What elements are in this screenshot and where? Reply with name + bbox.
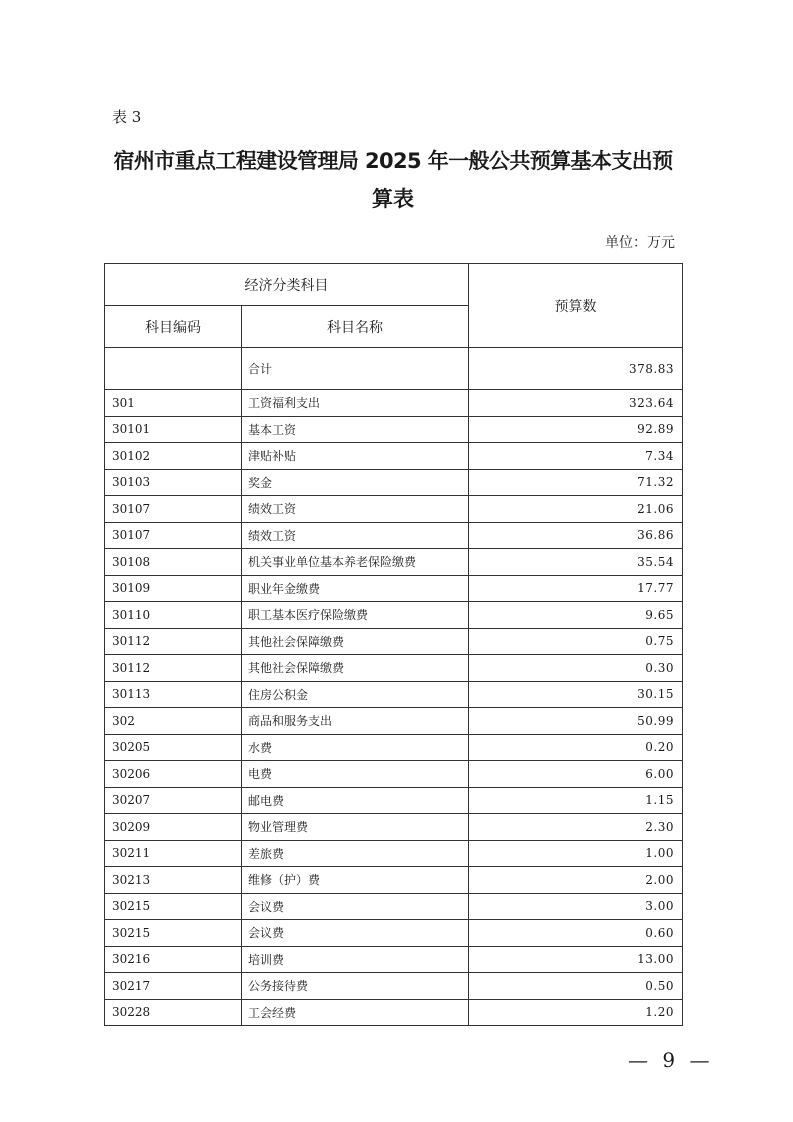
table-row	[105, 734, 683, 761]
row-value: 35.54	[469, 549, 683, 576]
table-row	[105, 655, 683, 682]
row-value: 2.30	[469, 814, 683, 841]
row-code: 30107	[105, 496, 242, 523]
row-name: 维修（护）费	[242, 867, 469, 894]
table-row	[105, 787, 683, 814]
header-econ-category: 经济分类科目	[105, 264, 469, 306]
row-name: 商品和服务支出	[242, 708, 469, 735]
budget-table	[104, 263, 683, 1026]
row-name: 会议费	[242, 920, 469, 947]
row-value: 30.15	[469, 681, 683, 708]
row-name: 工会经费	[242, 999, 469, 1026]
table-row	[105, 840, 683, 867]
page-number: — 9 —	[628, 1048, 714, 1072]
row-code: 30206	[105, 761, 242, 788]
table-row	[105, 390, 683, 417]
header-budget: 预算数	[469, 264, 683, 348]
table-row	[105, 681, 683, 708]
table-row	[105, 893, 683, 920]
row-value: 0.75	[469, 628, 683, 655]
row-code: 30228	[105, 999, 242, 1026]
row-value: 71.32	[469, 469, 683, 496]
table-row	[105, 549, 683, 576]
table-row	[105, 496, 683, 523]
row-code: 30215	[105, 920, 242, 947]
row-code: 30113	[105, 681, 242, 708]
row-code: 30211	[105, 840, 242, 867]
table-row	[105, 522, 683, 549]
table-row	[105, 416, 683, 443]
row-value: 1.20	[469, 999, 683, 1026]
row-code: 30215	[105, 893, 242, 920]
row-code: 30102	[105, 443, 242, 470]
row-value: 36.86	[469, 522, 683, 549]
row-value: 1.15	[469, 787, 683, 814]
row-code: 302	[105, 708, 242, 735]
row-name: 绩效工资	[242, 496, 469, 523]
table-label: 表 3	[112, 108, 142, 126]
page-title	[104, 142, 682, 218]
total-name: 合计	[242, 348, 469, 390]
row-code: 30213	[105, 867, 242, 894]
unit-label: 单位：万元	[605, 235, 675, 251]
row-name: 绩效工资	[242, 522, 469, 549]
row-name: 其他社会保障缴费	[242, 628, 469, 655]
header-code: 科目编码	[105, 306, 242, 348]
row-code: 30108	[105, 549, 242, 576]
row-code: 30101	[105, 416, 242, 443]
total-value: 378.83	[469, 348, 683, 390]
row-value: 6.00	[469, 761, 683, 788]
row-name: 职业年金缴费	[242, 575, 469, 602]
row-value: 50.99	[469, 708, 683, 735]
total-row	[105, 348, 683, 390]
row-value: 9.65	[469, 602, 683, 629]
row-name: 奖金	[242, 469, 469, 496]
total-code	[105, 348, 242, 390]
row-value: 0.30	[469, 655, 683, 682]
table-row	[105, 602, 683, 629]
row-code: 30107	[105, 522, 242, 549]
table-row	[105, 973, 683, 1000]
row-name: 会议费	[242, 893, 469, 920]
row-code: 30205	[105, 734, 242, 761]
table-row	[105, 946, 683, 973]
table-row	[105, 708, 683, 735]
header-name: 科目名称	[242, 306, 469, 348]
row-code: 30207	[105, 787, 242, 814]
row-name: 其他社会保障缴费	[242, 655, 469, 682]
row-code: 30216	[105, 946, 242, 973]
table-row	[105, 469, 683, 496]
row-name: 水费	[242, 734, 469, 761]
row-code: 30209	[105, 814, 242, 841]
table-row	[105, 628, 683, 655]
row-code: 30112	[105, 628, 242, 655]
row-value: 1.00	[469, 840, 683, 867]
row-value: 92.89	[469, 416, 683, 443]
row-code: 30112	[105, 655, 242, 682]
row-value: 323.64	[469, 390, 683, 417]
row-name: 邮电费	[242, 787, 469, 814]
row-name: 津贴补贴	[242, 443, 469, 470]
table-row	[105, 920, 683, 947]
row-code: 30110	[105, 602, 242, 629]
row-name: 物业管理费	[242, 814, 469, 841]
row-value: 3.00	[469, 893, 683, 920]
table-row	[105, 575, 683, 602]
row-name: 电费	[242, 761, 469, 788]
table-row	[105, 999, 683, 1026]
row-value: 21.06	[469, 496, 683, 523]
row-name: 住房公积金	[242, 681, 469, 708]
row-value: 0.20	[469, 734, 683, 761]
row-name: 职工基本医疗保险缴费	[242, 602, 469, 629]
row-value: 0.60	[469, 920, 683, 947]
table-body	[105, 348, 683, 1026]
row-name: 公务接待费	[242, 973, 469, 1000]
row-name: 工资福利支出	[242, 390, 469, 417]
table-row	[105, 867, 683, 894]
row-name: 基本工资	[242, 416, 469, 443]
row-value: 13.00	[469, 946, 683, 973]
title-line-1: 宿州市重点工程建设管理局 2025 年一般公共预算基本支出预	[113, 149, 673, 173]
row-name: 机关事业单位基本养老保险缴费	[242, 549, 469, 576]
row-code: 30217	[105, 973, 242, 1000]
title-line-2: 算表	[372, 187, 414, 211]
row-value: 7.34	[469, 443, 683, 470]
row-code: 30109	[105, 575, 242, 602]
table-row	[105, 814, 683, 841]
table-row	[105, 761, 683, 788]
row-value: 2.00	[469, 867, 683, 894]
row-code: 301	[105, 390, 242, 417]
row-value: 17.77	[469, 575, 683, 602]
row-code: 30103	[105, 469, 242, 496]
row-name: 差旅费	[242, 840, 469, 867]
row-value: 0.50	[469, 973, 683, 1000]
row-name: 培训费	[242, 946, 469, 973]
table-row	[105, 443, 683, 470]
